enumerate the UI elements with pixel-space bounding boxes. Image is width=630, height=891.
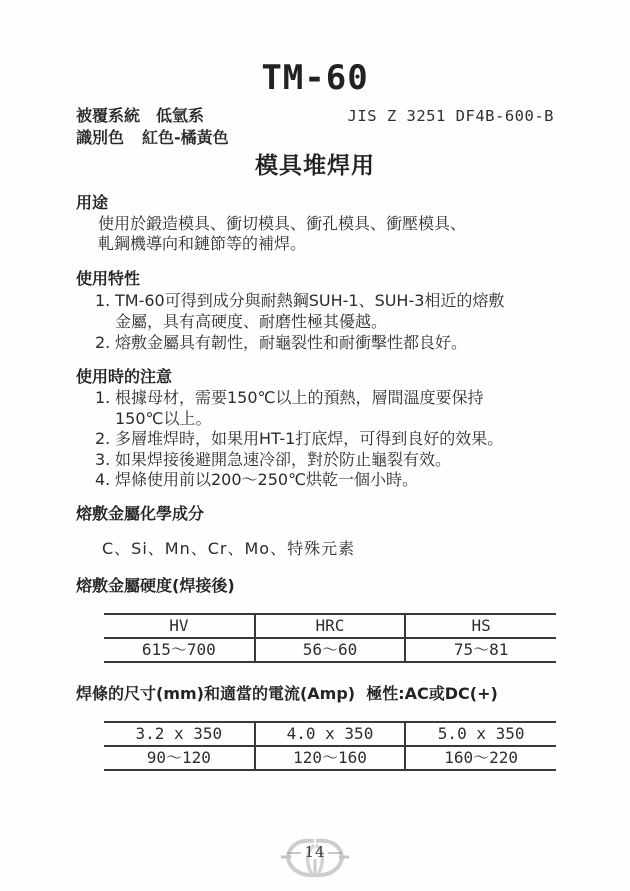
- item-line: 金屬，具有高硬度、耐磨性極其優越。: [115, 312, 388, 331]
- table-value-cell: 615～700: [104, 638, 255, 662]
- section-characteristics: [76, 268, 560, 353]
- usage-heading: 用途: [76, 193, 109, 212]
- section-precautions: [76, 366, 560, 491]
- page-number: 14: [304, 843, 326, 861]
- section-chemistry: [76, 503, 560, 559]
- coating-system-value: 低氫系: [156, 106, 205, 125]
- item-line: 150℃以上。: [115, 408, 212, 428]
- item-text: [115, 290, 560, 332]
- item-text: [115, 388, 560, 429]
- coating-system: [76, 106, 204, 126]
- page-number-line: [0, 843, 630, 861]
- chemistry-heading: 熔敷金屬化學成分: [76, 503, 205, 523]
- precautions-heading: 使用時的注意: [76, 367, 173, 386]
- item-line: TM-60可得到成分與耐熱鋼SUH-1、SUH-3相近的熔敷: [115, 291, 505, 310]
- current-cell: 160～220: [405, 746, 556, 770]
- hardness-value-row: [104, 638, 556, 662]
- product-subtitle: 模具堆焊用: [255, 153, 375, 179]
- item-number: 1.: [95, 291, 111, 310]
- page-content: [0, 192, 630, 771]
- size-current-table: [104, 721, 556, 771]
- page-number-dash: —: [286, 843, 303, 861]
- list-item: [95, 388, 560, 429]
- item-line: 多層堆焊時，如果用HT-1打底焊，可得到良好的效果。: [115, 429, 504, 448]
- hardness-table: [104, 613, 556, 663]
- size-cell: 3.2 x 350: [104, 722, 255, 746]
- table-header-cell: HV: [104, 614, 255, 638]
- size-cell: 5.0 x 350: [405, 722, 556, 746]
- usage-line: 軋鋼機導向和鏈節等的補焊。: [98, 234, 307, 253]
- chemistry-elements: C、Si、Mn、Cr、Mo、特殊元素: [102, 538, 356, 558]
- item-number: 2.: [95, 333, 111, 352]
- usage-line: 使用於鍛造模具、衝切模具、衝孔模具、衝壓模具、: [98, 214, 467, 233]
- characteristics-list: [95, 290, 560, 353]
- item-line: 熔敷金屬具有韌性，耐龜裂性和耐衝擊性都良好。: [115, 333, 468, 352]
- list-item: [95, 290, 560, 332]
- section-usage: [76, 192, 560, 254]
- precautions-list: [95, 388, 560, 491]
- current-cell: 120～160: [255, 746, 406, 770]
- table-header-cell: HS: [405, 614, 556, 638]
- header-meta: [0, 106, 630, 148]
- hardness-heading: 熔敷金屬硬度(焊接後): [76, 575, 235, 595]
- item-line: 焊條使用前以200～250℃烘乾一個小時。: [115, 470, 419, 489]
- list-item: [95, 450, 560, 471]
- item-number: 1.: [95, 388, 111, 407]
- page-title: TM-60: [261, 58, 369, 98]
- current-cell: 90～120: [104, 746, 255, 770]
- list-item: [95, 470, 560, 491]
- identification-color-row: [76, 128, 554, 148]
- item-number: 3.: [95, 449, 111, 469]
- page-footer: [0, 835, 630, 881]
- identification-color-value: 紅色-橘黃色: [142, 128, 229, 147]
- list-item: [95, 332, 560, 353]
- section-hardness: [76, 575, 560, 663]
- size-cell: 4.0 x 350: [255, 722, 406, 746]
- current-row: [104, 746, 556, 770]
- usage-paragraph: [98, 214, 560, 254]
- sizes-heading: 焊條的尺寸(mm)和適當的電流(Amp) 極性:AC或DC(+): [76, 683, 498, 703]
- item-number: 2.: [95, 429, 111, 448]
- characteristics-heading: 使用特性: [76, 269, 141, 288]
- item-text: [115, 470, 560, 491]
- section-sizes: [76, 683, 560, 771]
- table-header-cell: HRC: [255, 614, 406, 638]
- table-value-cell: 75～81: [405, 638, 556, 662]
- identification-color-label: 識別色: [76, 128, 125, 147]
- jis-spec-code: JIS Z 3251 DF4B-600-B: [347, 107, 554, 125]
- hardness-header-row: [104, 614, 556, 638]
- item-text: [115, 450, 560, 471]
- item-number: 4.: [95, 470, 111, 489]
- page-number-dash: —: [327, 843, 344, 861]
- item-text: [115, 332, 560, 353]
- size-row: [104, 722, 556, 746]
- table-value-cell: 56～60: [255, 638, 406, 662]
- coating-system-row: [76, 106, 554, 126]
- item-text: [115, 429, 560, 450]
- item-line: 如果焊接後避開急速冷卻，對於防止龜裂有效。: [115, 449, 452, 469]
- list-item: [95, 429, 560, 450]
- item-line: 根據母材，需要150℃以上的預熱，層間溫度要保持: [115, 388, 484, 407]
- coating-system-label: 被覆系統: [76, 106, 141, 125]
